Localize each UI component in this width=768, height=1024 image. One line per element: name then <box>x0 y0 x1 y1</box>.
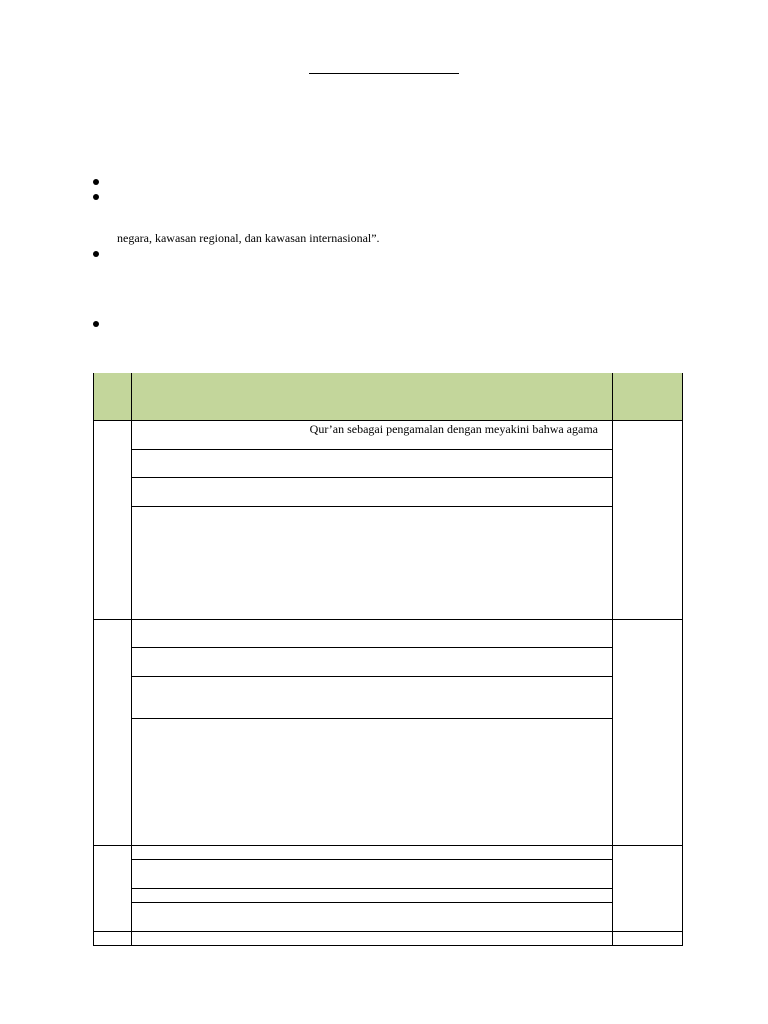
title-underline <box>309 73 459 74</box>
paragraph-continuation: negara, kawasan regional, dan kawasan internasional”. <box>117 231 380 245</box>
row-separator <box>131 449 613 450</box>
bullet-2 <box>93 194 99 200</box>
group-separator-1 <box>93 619 683 620</box>
table-border-bottom <box>93 945 683 946</box>
row-separator <box>131 477 613 478</box>
group-separator-2 <box>93 845 683 846</box>
row-separator <box>131 902 613 903</box>
row-separator <box>131 647 613 648</box>
bullet-3 <box>93 251 99 257</box>
group-separator-3 <box>93 931 683 932</box>
row-separator <box>131 888 613 889</box>
row-separator <box>131 506 613 507</box>
bullet-4 <box>93 321 99 327</box>
row-separator <box>131 718 613 719</box>
column-divider-2 <box>612 373 613 946</box>
column-divider-1 <box>131 373 132 946</box>
data-table <box>93 373 683 946</box>
table-border-left <box>93 373 94 946</box>
table-cell-text: Qur’an sebagai pengamalan dengan meyakini bahwa agama <box>309 422 598 436</box>
bullet-1 <box>93 179 99 185</box>
table-header <box>93 373 683 420</box>
table-border-right <box>682 373 683 946</box>
row-separator <box>131 859 613 860</box>
row-separator <box>131 676 613 677</box>
